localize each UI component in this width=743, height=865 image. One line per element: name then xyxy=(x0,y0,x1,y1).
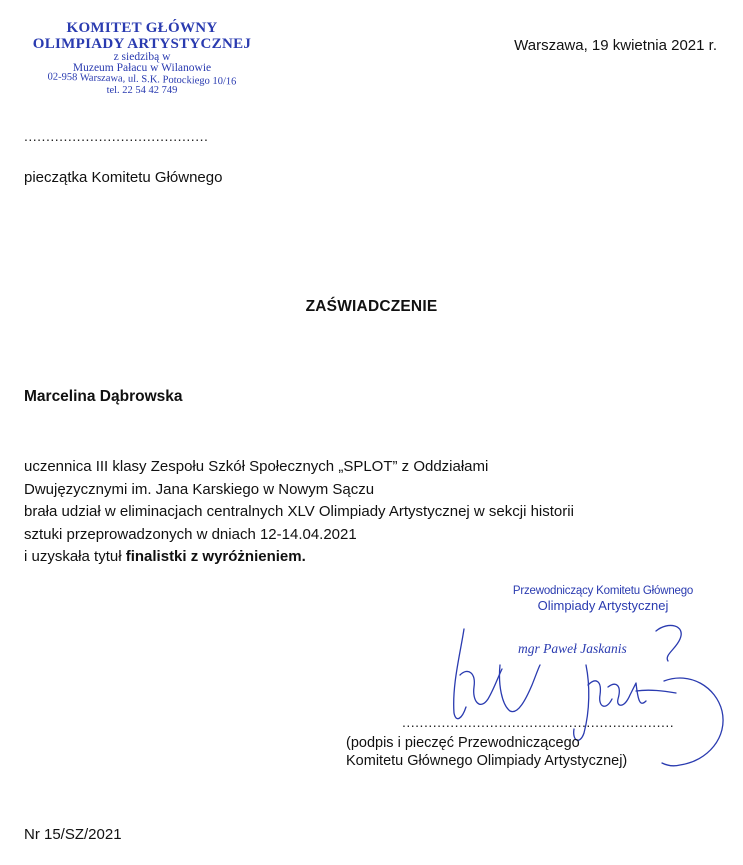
body-line-5 xyxy=(24,546,714,569)
signature-dotted-line: .............................................................. xyxy=(402,714,675,730)
body-line-5-prefix: i uzyskała tytuł xyxy=(24,548,126,565)
signer-name: mgr Paweł Jaskanis xyxy=(518,641,627,656)
place-and-date: Warszawa, 19 kwietnia 2021 r. xyxy=(514,37,717,54)
certificate-body xyxy=(24,456,714,569)
body-line-1: uczennica III klasy Zespołu Szkół Społecznych „SPLOT” z Oddziałami xyxy=(24,458,489,475)
stamp-line-2: OLIMPIADY ARTYSTYCZNEJ xyxy=(32,36,252,52)
stamp-line-6: tel. 22 54 42 749 xyxy=(106,85,178,96)
stamp-line-3: z siedzibą w xyxy=(113,51,171,63)
body-line-4: sztuki przeprowadzonych w dniach 12-14.04.2021 xyxy=(24,525,357,543)
committee-stamp xyxy=(0,20,284,96)
signer-role-line-2: Olimpiady Artystycznej xyxy=(537,598,669,613)
stamp-dotted-line: .......................................... xyxy=(24,128,209,144)
document-number: Nr 15/SZ/2021 xyxy=(24,826,122,843)
signer-role-line-1: Przewodniczący Komitetu Głównego xyxy=(512,585,694,597)
body-line-2: Dwujęzycznymi im. Jana Karskiego w Nowym Sączu xyxy=(24,480,375,498)
signer-stamp xyxy=(488,584,718,613)
stamp-caption: pieczątka Komitetu Głównego xyxy=(24,169,223,186)
recipient-name: Marcelina Dąbrowska xyxy=(24,388,183,405)
stamp-line-1: KOMITET GŁÓWNY xyxy=(66,20,218,36)
award-title: finalistki z wyróżnieniem. xyxy=(125,548,306,565)
stamp-line-4: Muzeum Pałacu w Wilanowie xyxy=(72,62,212,74)
body-line-3: brała udział w eliminacjach centralnych XLV Olimpiady Artystycznej w sekcji historii xyxy=(24,503,574,520)
signature-caption-line-2: Komitetu Głównego Olimpiady Artystycznej) xyxy=(346,753,628,769)
document-title: ZAŚWIADCZENIE xyxy=(305,298,438,315)
signature-caption-line-1: (podpis i pieczęć Przewodniczącego xyxy=(346,735,580,751)
stamp-line-5: 02-958 Warszawa, ul. S.K. Potockiego 10/16 xyxy=(47,71,237,88)
signature-caption xyxy=(346,734,627,770)
